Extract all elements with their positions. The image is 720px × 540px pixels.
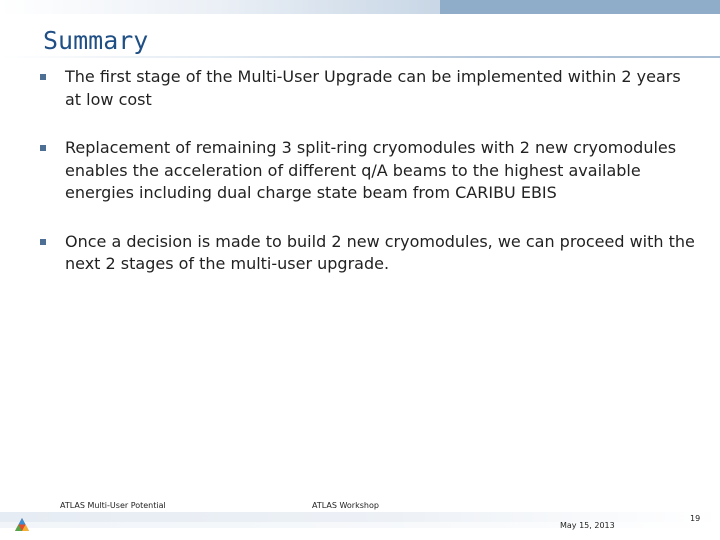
footer-date: May 15, 2013 — [560, 521, 615, 530]
square-bullet-icon — [40, 74, 46, 80]
bullet-list — [38, 66, 698, 276]
bullet-text: Once a decision is made to build 2 new cryomodules, we can proceed with the next 2 stages of the multi-user upgrade. — [65, 231, 695, 273]
square-bullet-icon — [40, 239, 46, 245]
bullet-text: Replacement of remaining 3 split-ring cryomodules with 2 new cryomodules enables the acceleration of different q/A beams to the highest available energies including dual charge state beam from CARIBU EBIS — [65, 138, 677, 202]
header-accent-bar — [440, 0, 720, 14]
bullet-item — [38, 66, 698, 111]
argonne-logo-icon — [14, 517, 30, 533]
square-bullet-icon — [40, 145, 46, 151]
title-divider — [0, 56, 720, 58]
footer-event-name: ATLAS Workshop — [312, 501, 379, 510]
page-number: 19 — [690, 514, 701, 523]
footer-presentation-title: ATLAS Multi-User Potential — [60, 501, 166, 510]
bullet-item — [38, 231, 698, 276]
bullet-item — [38, 137, 698, 205]
bullet-text: The first stage of the Multi-User Upgrade can be implemented within 2 years at low cost — [65, 67, 681, 109]
slide-title: Summary — [43, 26, 149, 55]
